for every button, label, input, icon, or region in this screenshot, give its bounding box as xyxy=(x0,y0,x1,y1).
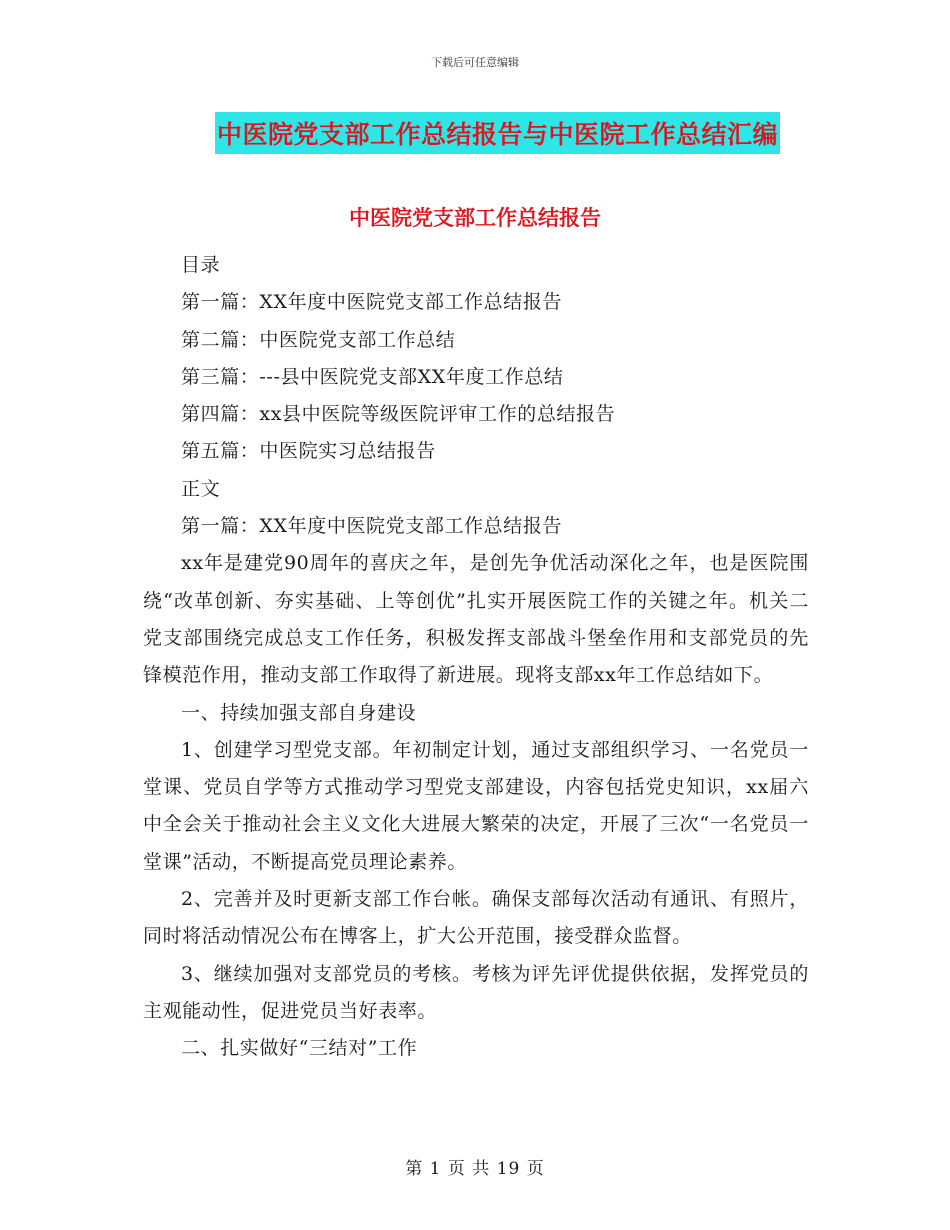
toc-item-2: 第二篇：中医院党支部工作总结 xyxy=(181,328,456,351)
paragraph-item-2: 2、完善并及时更新支部工作台帐。确保支部每次活动有通讯、有照片，同时将活动情况公布在博客上，扩大公开范围，接受群众监督。 xyxy=(143,888,809,948)
article-title: 第一篇：XX年度中医院党支部工作总结报告 xyxy=(181,515,563,538)
page-footer: 第 1 页 共 19 页 xyxy=(405,1159,545,1179)
sub-title: 中医院党支部工作总结报告 xyxy=(349,205,601,230)
toc-item-4: 第四篇：xx县中医院等级医院评审工作的总结报告 xyxy=(181,403,616,426)
page-header-note: 下载后可任意编辑 xyxy=(431,56,519,69)
section-heading-1: 一、持续加强支部自身建设 xyxy=(181,701,417,724)
toc-item-5: 第五篇：中医院实习总结报告 xyxy=(181,440,436,463)
toc-item-3: 第三篇：---县中医院党支部XX年度工作总结 xyxy=(181,365,564,388)
document-body xyxy=(143,247,809,1068)
toc-item-1: 第一篇：XX年度中医院党支部工作总结报告 xyxy=(181,291,563,314)
paragraph-intro: xx年是建党90周年的喜庆之年，是创先争优活动深化之年，也是医院围绕“改革创新、夯实基础、上等创优”扎实开展医院工作的关键之年。机关二党支部围绕完成总支工作任务，积极发挥支部战斗堡垒作用和支部党员的先锋模范作用，推动支部工作取得了新进展。现将支部xx年工作总结如下。 xyxy=(143,552,809,687)
paragraph-item-3: 3、继续加强对支部党员的考核。考核为评先评优提供依据，发挥党员的主观能动性，促进党员当好表率。 xyxy=(143,962,809,1022)
toc-heading: 目录 xyxy=(181,254,221,276)
body-heading: 正文 xyxy=(181,477,221,500)
section-heading-2: 二、扎实做好“三结对”工作 xyxy=(181,1037,418,1060)
main-title: 中医院党支部工作总结报告与中医院工作总结汇编 xyxy=(215,112,780,154)
paragraph-item-1: 1、创建学习型党支部。年初制定计划，通过支部组织学习、一名党员一堂课、党员自学等方式推动学习型党支部建设，内容包括党史知识，xx届六中全会关于推动社会主义文化大进展大繁荣的决定，开展了三次“一名党员一堂课”活动，不断提高党员理论素养。 xyxy=(143,738,809,873)
main-title-container xyxy=(0,112,950,154)
